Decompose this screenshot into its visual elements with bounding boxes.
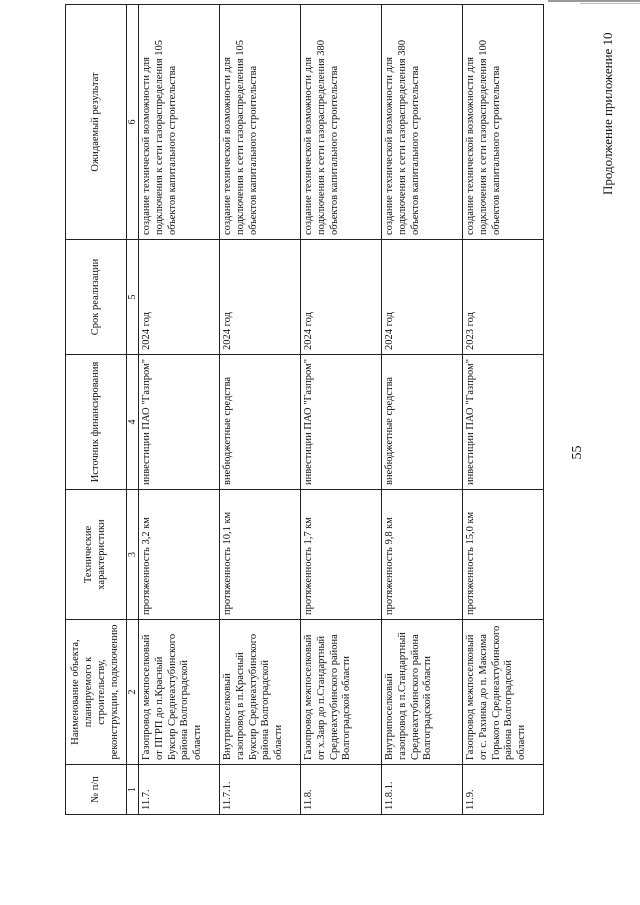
- technical-spec: протяженность 9,8 км: [382, 490, 463, 620]
- implementation-term: 2024 год: [382, 240, 463, 355]
- technical-spec: протяженность 15,0 км: [463, 490, 544, 620]
- table-row: [382, 5, 463, 815]
- implementation-term: 2024 год: [301, 240, 382, 355]
- column-number: 2: [127, 620, 139, 765]
- table-row: [220, 5, 301, 815]
- row-number: 11.8.: [301, 765, 382, 815]
- expected-result: создание технической возможности для подключения к сети газораспределения 100 объектов капитального строительства: [463, 5, 544, 240]
- object-name: Газопровод межпоселковый от ПГРП до п.Красный Буксир Среднеахтубинского района Волгоградской области: [139, 620, 220, 765]
- table-row: [139, 5, 220, 815]
- technical-spec: протяженность 3,2 км: [139, 490, 220, 620]
- column-number: 1: [127, 765, 139, 815]
- object-name: Внутрипоселковый газопровод в п.Стандартный Среднеахтубинского района Волгоградской области: [382, 620, 463, 765]
- column-number: 3: [127, 490, 139, 620]
- funding-source: инвестиции ПАО "Газпром": [301, 355, 382, 490]
- object-name: Газопровод межпоселковый от х.Заяр до п.Стандартный Среднеахтубинского района Волгоградской области: [301, 620, 382, 765]
- implementation-term: 2023 год: [463, 240, 544, 355]
- page-number: 55: [570, 445, 585, 460]
- row-number: 11.7.: [139, 765, 220, 815]
- funding-source: инвестиции ПАО "Газпром": [463, 355, 544, 490]
- expected-result: создание технической возможности для подключения к сети газораспределения 380 объектов капитального строительства: [301, 5, 382, 240]
- table-header-row: [66, 5, 127, 815]
- column-header-tech: Технические характеристики: [66, 490, 127, 620]
- plan-table: [65, 4, 544, 815]
- object-name: Внутрипоселковый газопровод в п.Красный Буксир Среднеахтубинского района Волгоградской области: [220, 620, 301, 765]
- row-number: 11.9.: [463, 765, 544, 815]
- expected-result: создание технической возможности для подключения к сети газораспределения 105 объектов капитального строительства: [220, 5, 301, 240]
- column-number: 6: [127, 5, 139, 240]
- funding-source: инвестиции ПАО "Газпром": [139, 355, 220, 490]
- column-header-source: Источник финансирования: [66, 355, 127, 490]
- column-number: 5: [127, 240, 139, 355]
- expected-result: создание технической возможности для подключения к сети газораспределения 105 объектов капитального строительства: [139, 5, 220, 240]
- column-header-name: Наименование объекта, планируемого к строительству, реконструкции, подключению: [66, 620, 127, 765]
- column-header-result: Ожидаемый результат: [66, 5, 127, 240]
- row-number: 11.8.1.: [382, 765, 463, 815]
- row-number: 11.7.1.: [220, 765, 301, 815]
- column-number: 4: [127, 355, 139, 490]
- technical-spec: протяженность 1,7 км: [301, 490, 382, 620]
- column-header-number: № п/п: [66, 765, 127, 815]
- object-name: Газопровод межпоселковый от с. Рахинка до п. Максима Горького Среднеахтубинского района Волгоградской области: [463, 620, 544, 765]
- column-header-term: Срок реализации: [66, 240, 127, 355]
- implementation-term: 2024 год: [139, 240, 220, 355]
- implementation-term: 2024 год: [220, 240, 301, 355]
- appendix-title: Продолжение приложение 10: [600, 32, 615, 195]
- expected-result: создание технической возможности для подключения к сети газораспределения 380 объектов капитального строительства: [382, 5, 463, 240]
- column-number-row: [127, 5, 139, 815]
- technical-spec: протяженность 10,1 км: [220, 490, 301, 620]
- funding-source: внебюджетные средства: [382, 355, 463, 490]
- table-row: [463, 5, 544, 815]
- table-row: [301, 5, 382, 815]
- funding-source: внебюджетные средства: [220, 355, 301, 490]
